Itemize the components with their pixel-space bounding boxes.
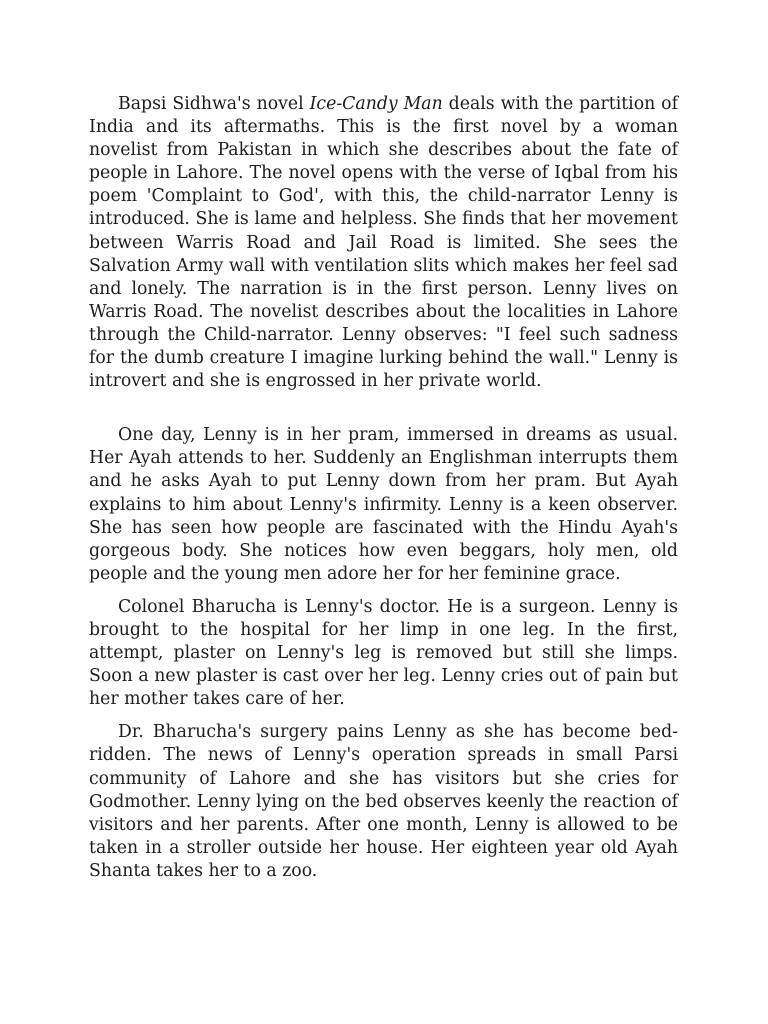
paragraph-pram: One day, Lenny is in her pram, immersed in dreams as usual. Her Ayah attends to her. Suddenly an Englishman interrupts them and he asks Ayah to put Lenny down from her pram. But Ayah explains to him about Lenny's infirmity. Lenny is a keen observer. She has seen how people are fascinated with the Hindu Ayah's gorgeous body. She notices how even beggars, holy men, old people and the young men adore her for her feminine grace. [89,425,678,584]
paragraph-doctor: Colonel Bharucha is Lenny's doctor. He is a surgeon. Lenny is brought to the hospital for her limp in one leg. In the first, attempt, plaster on Lenny's leg is removed but still she limps. Soon a new plaster is cast over her leg. Lenny cries out of pain but her mother takes care of her. [89,596,678,710]
paragraph-intro-rest: deals with the partition of India and its aftermaths. This is the first novel by a woman novelist from Pakistan in which she describes about the fate of people in Lahore. The novel opens with the verse of Iqbal from his poem 'Complaint to God', with this, the child-narrator Lenny is introduced. She is lame and helpless. She finds that her movement between Warris Road and Jail Road is limited. She sees the Salvation Army wall with ventilation slits which makes her feel sad and lonely. The narration is in the first person. Lenny lives on Warris Road. The novelist describes about the localities in Lahore through the Child-narrator. Lenny observes: "I feel such sadness for the dumb creature I imagine lurking behind the wall." Lenny is introvert and she is engrossed in her private world. [89,94,678,392]
novel-title: Ice-Candy Man [309,94,443,114]
paragraph-surgery: Dr. Bharucha's surgery pains Lenny as she has become bed-ridden. The news of Lenny's operation spreads in small Parsi community of Lahore and she has visitors but she cries for Godmother. Lenny lying on the bed observes keenly the reaction of visitors and her parents. After one month, Lenny is allowed to be taken in a stroller outside her house. Her eighteen year old Ayah Shanta takes her to a zoo. [89,722,678,881]
paragraph-intro-lead: Bapsi Sidhwa's novel [118,94,310,114]
paragraph-intro [89,93,678,393]
